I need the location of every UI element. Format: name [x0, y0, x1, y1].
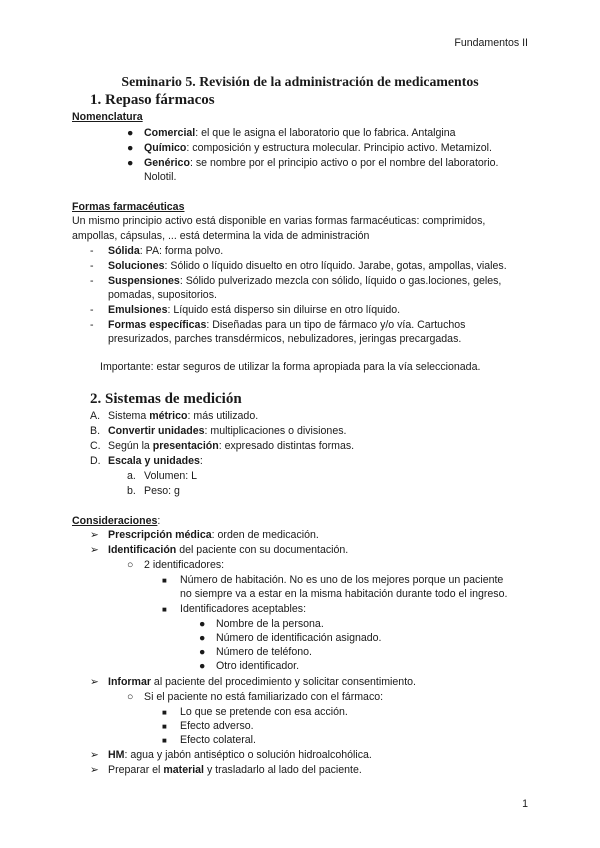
- arrow-bullet-icon: ➢: [90, 676, 99, 688]
- section-2-heading: 2. Sistemas de medición: [90, 391, 242, 407]
- formas-note: Importante: estar seguros de utilizar la forma apropiada para la vía seleccionada.: [100, 361, 481, 373]
- list-item: Sistema métrico: más utilizado.: [108, 410, 259, 422]
- list-item: Informar al paciente del procedimiento y solicitar consentimiento.: [108, 676, 416, 688]
- square-bullet-icon: ■: [162, 722, 167, 731]
- bullet-dash-icon: -: [90, 275, 94, 287]
- page-number: 1: [522, 798, 528, 810]
- list-item: Suspensiones: Sólido pulverizado mezcla con sólido, líquido o gas.lociones, geles,: [108, 275, 502, 287]
- list-item-continuation: no siempre va a estar en la misma habitación durante todo el ingreso.: [180, 588, 508, 600]
- list-item: Peso: g: [144, 485, 180, 497]
- list-marker: a.: [127, 470, 136, 482]
- bullet-dot-icon: ●: [127, 142, 134, 154]
- square-bullet-icon: ■: [162, 736, 167, 745]
- list-item-continuation: presurizados, parches transdérmicos, nebulizadores, jeringas precargadas.: [108, 333, 462, 345]
- square-bullet-icon: ■: [162, 605, 167, 614]
- list-item: 2 identificadores:: [144, 559, 225, 571]
- bullet-dash-icon: -: [90, 260, 94, 272]
- list-marker: b.: [127, 485, 136, 497]
- consideraciones-heading: Consideraciones:: [72, 515, 161, 527]
- circle-bullet-icon: ○: [127, 691, 134, 703]
- list-item: Identificadores aceptables:: [180, 603, 307, 615]
- page-title: Seminario 5. Revisión de la administración de medicamentos: [121, 74, 479, 89]
- list-item: Nombre de la persona.: [216, 618, 324, 630]
- arrow-bullet-icon: ➢: [90, 529, 99, 541]
- list-item: Identificación del paciente con su documentación.: [108, 544, 349, 556]
- list-item: Otro identificador.: [216, 660, 300, 672]
- bullet-dash-icon: -: [90, 319, 94, 331]
- list-item-continuation: Nolotil.: [144, 171, 177, 183]
- bullet-dot-icon: ●: [199, 646, 206, 658]
- arrow-bullet-icon: ➢: [90, 749, 99, 761]
- bullet-dot-icon: ●: [127, 157, 134, 169]
- list-item: Escala y unidades:: [108, 455, 203, 467]
- formas-heading: Formas farmacéuticas: [72, 201, 185, 213]
- formas-intro-line-1: Un mismo principio activo está disponible en varias formas farmacéuticas: comprimidos,: [72, 215, 486, 227]
- list-item: Genérico: se nombre por el principio activo o por el nombre del laboratorio.: [144, 157, 499, 169]
- running-header: Fundamentos II: [454, 37, 528, 49]
- arrow-bullet-icon: ➢: [90, 764, 99, 776]
- arrow-bullet-icon: ➢: [90, 544, 99, 556]
- list-item: Número de teléfono.: [216, 646, 312, 658]
- bullet-dash-icon: -: [90, 245, 94, 257]
- list-item: Químico: composición y estructura molecular. Principio activo. Metamizol.: [144, 142, 492, 154]
- list-item: Volumen: L: [144, 470, 198, 482]
- list-item: Efecto adverso.: [180, 720, 254, 732]
- list-item: HM: agua y jabón antiséptico o solución hidroalcohólica.: [108, 749, 372, 761]
- bullet-dot-icon: ●: [127, 127, 134, 139]
- list-item: Número de habitación. No es uno de los mejores porque un paciente: [180, 574, 504, 586]
- bullet-dot-icon: ●: [199, 660, 206, 672]
- list-item: Número de identificación asignado.: [216, 632, 382, 644]
- list-item: Sólida: PA: forma polvo.: [108, 245, 224, 257]
- list-item: Comercial: el que le asigna el laboratorio que lo fabrica. Antalgina: [144, 127, 456, 139]
- list-item: Formas específicas: Diseñadas para un tipo de fármaco y/o vía. Cartuchos: [108, 319, 466, 331]
- list-item: Soluciones: Sólido o líquido disuelto en otro líquido. Jarabe, gotas, ampollas, viales.: [108, 260, 507, 272]
- square-bullet-icon: ■: [162, 708, 167, 717]
- circle-bullet-icon: ○: [127, 559, 134, 571]
- list-marker: B.: [90, 425, 101, 437]
- list-marker: C.: [90, 440, 101, 452]
- list-item: Preparar el material y trasladarlo al lado del paciente.: [108, 764, 362, 776]
- nomenclatura-heading: Nomenclatura: [72, 111, 143, 123]
- bullet-dash-icon: -: [90, 304, 94, 316]
- list-item: Prescripción médica: orden de medicación.: [108, 529, 319, 541]
- formas-intro-line-2: ampollas, cápsulas, ... está determina la vida de administración: [72, 230, 370, 242]
- list-item: Convertir unidades: multiplicaciones o divisiones.: [108, 425, 347, 437]
- list-item: Si el paciente no está familiarizado con el fármaco:: [144, 691, 384, 703]
- list-item-continuation: pomadas, supositorios.: [108, 289, 217, 301]
- list-marker: D.: [90, 455, 101, 467]
- list-item: Efecto colateral.: [180, 734, 256, 746]
- bullet-dot-icon: ●: [199, 632, 206, 644]
- list-item: Según la presentación: expresado distintas formas.: [108, 440, 355, 452]
- list-item: Lo que se pretende con esa acción.: [180, 706, 348, 718]
- square-bullet-icon: ■: [162, 576, 167, 585]
- bullet-dot-icon: ●: [199, 618, 206, 630]
- list-item: Emulsiones: Líquido está disperso sin diluirse en otro líquido.: [108, 304, 401, 316]
- section-1-heading: 1. Repaso fármacos: [90, 92, 215, 108]
- list-marker: A.: [90, 410, 101, 422]
